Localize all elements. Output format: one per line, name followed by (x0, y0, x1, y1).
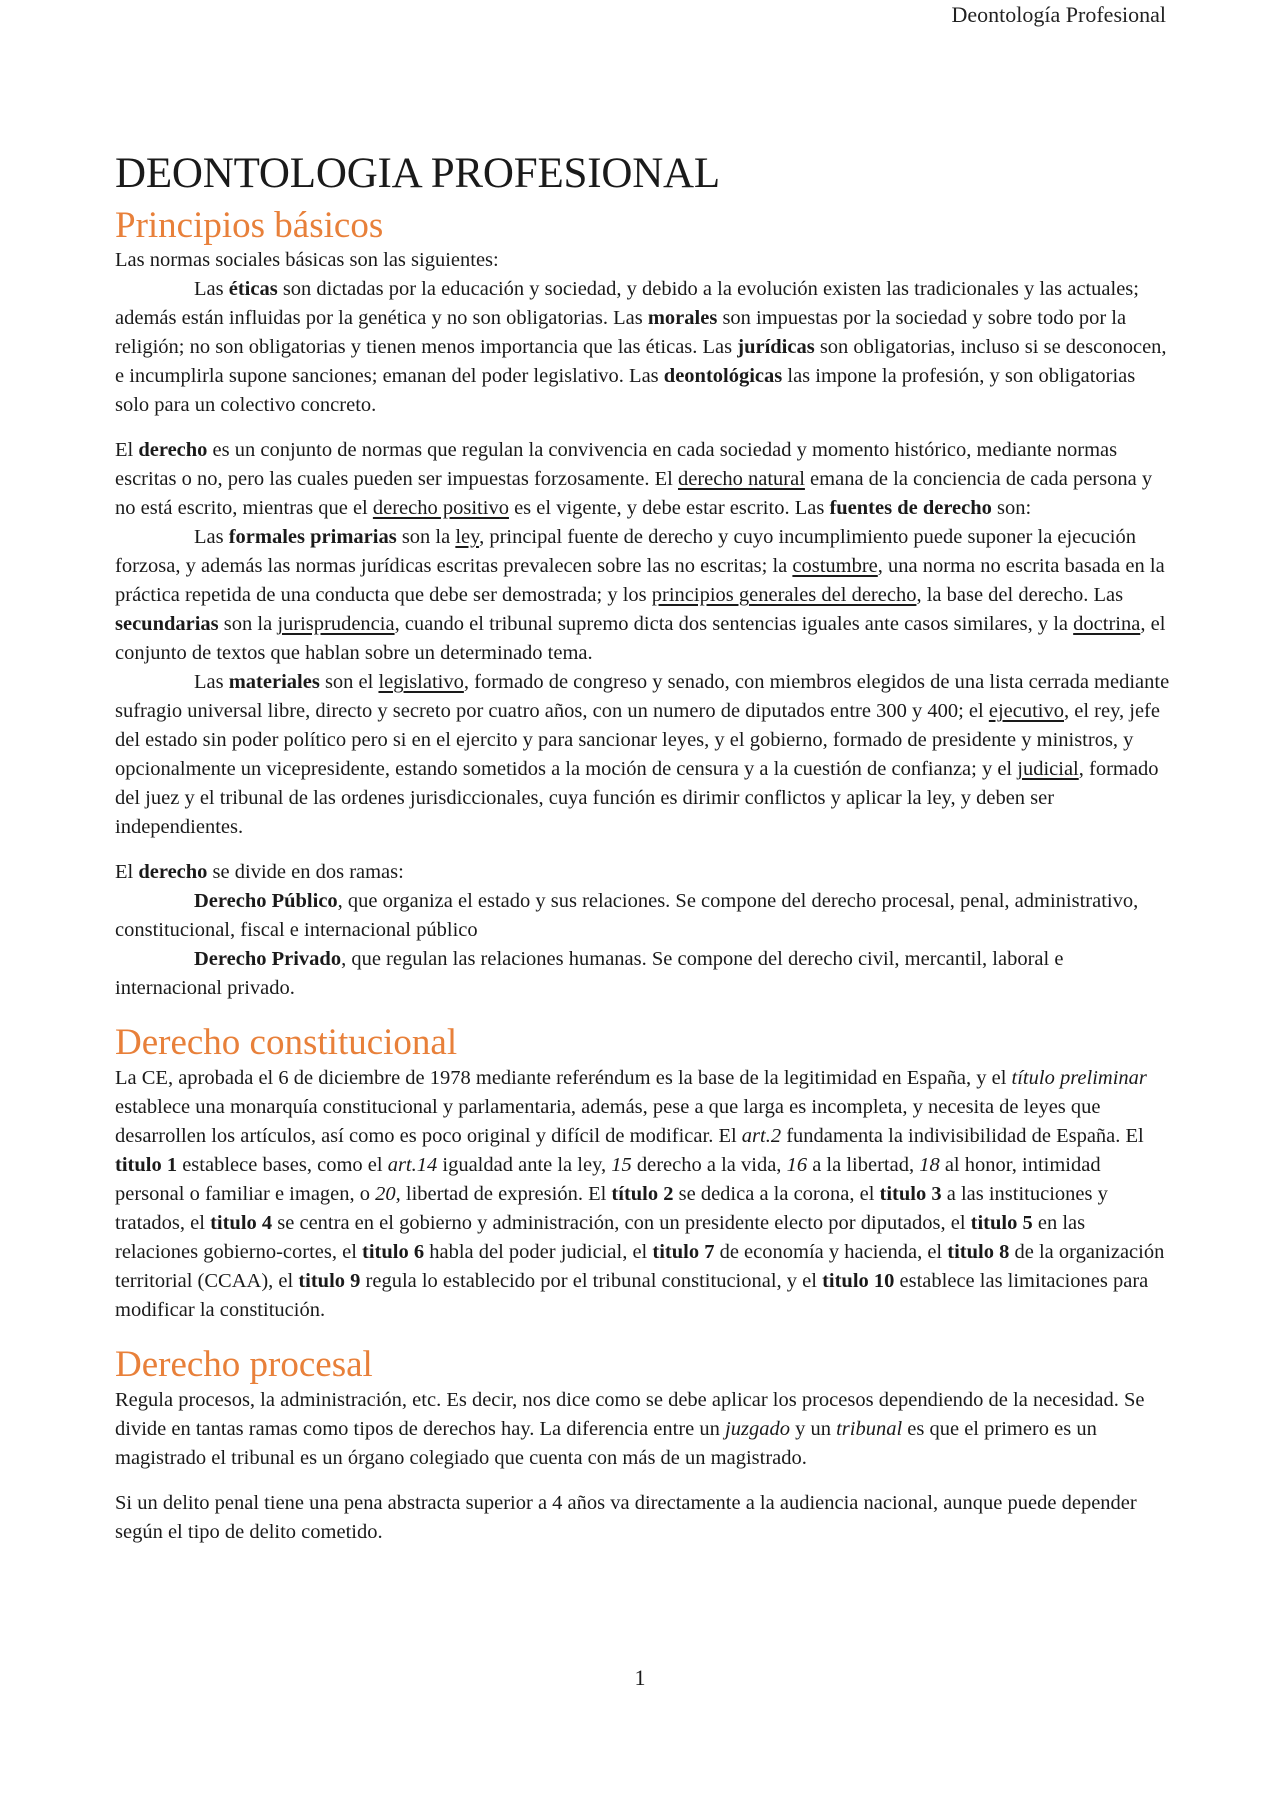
italic-term: título preliminar (1011, 1066, 1147, 1089)
text-run: , formado del juez y el tribunal de las ordenes jurisdiccionales, cuya función es dirimir conflictos y aplicar la ley, y deben ser independientes. (115, 758, 1159, 839)
section-derecho-procesal (115, 1345, 1170, 1547)
paragraph (115, 1386, 1170, 1473)
text-run: a la libertad, (807, 1153, 920, 1176)
text-run: a las instituciones y tratados, el (115, 1182, 1108, 1234)
underlined-term: ley (455, 526, 480, 549)
text-run: son obligatorias, incluso si se desconocen, e incumplirla supone sanciones; emanan del poder legislativo. Las (115, 336, 1167, 388)
italic-term: 15 (611, 1153, 632, 1176)
text-run: se dedica a la corona, el (673, 1182, 880, 1205)
text-run: Las normas sociales básicas son las siguientes: (115, 249, 499, 272)
text-run: , que organiza el estado y sus relaciones. Se compone del derecho procesal, penal, administrativo, constitucional, fiscal e internacional público (115, 890, 1139, 942)
document-body (115, 148, 1170, 1547)
text-run: , la base del derecho. Las (916, 584, 1124, 607)
text-run: es un conjunto de normas que regulan la convivencia en cada sociedad y momento histórico, mediante normas escritas o no, pero las cuales pueden ser impuestas forzosamente. El (115, 439, 1118, 491)
bold-term: éticas (228, 278, 278, 301)
bold-term: titulo 8 (947, 1240, 1010, 1263)
underlined-term: judicial (1017, 758, 1079, 781)
document-title: DEONTOLOGIA PROFESIONAL (115, 150, 720, 197)
bold-term: materiales (228, 671, 320, 694)
text-run: , que regulan las relaciones humanas. Se compone del derecho civil, mercantil, laboral e internacional privado. (115, 948, 1064, 1000)
paragraph (115, 246, 1170, 275)
text-run: , cuando el tribunal supremo dicta dos sentencias iguales ante casos similares, y la (394, 613, 1074, 636)
paragraph (115, 668, 1170, 842)
text-run: derecho a la vida, (631, 1153, 787, 1176)
text-run: las impone la profesión, y son obligatorias solo para un colectivo concreto. (115, 365, 1136, 417)
bold-term: jurídicas (737, 336, 815, 359)
text-run: emana de la conciencia de cada persona y no está escrito, mientras que el (115, 468, 1153, 520)
bold-term: deontológicas (663, 365, 783, 388)
text-run: habla del poder judicial, el (424, 1240, 653, 1263)
text-run: , el rey, jefe del estado sin poder político pero si en el ejercito y para sancionar leyes, y el gobierno, formado de presidente y ministros, y opcionalmente un vicepresidente, estando sometidos a la moción de censura y a la cuestión de confianza; y el (115, 700, 1160, 781)
paragraph (115, 1489, 1170, 1547)
text-run: Las (194, 526, 229, 549)
section-heading: Principios básicos (115, 204, 384, 246)
text-run: es el vigente, y debe estar escrito. Las (508, 497, 830, 520)
text-run: son impuestas por la sociedad y sobre todo por la religión; no son obligatorias y tienen menos importancia que las éticas. Las (115, 307, 1127, 359)
paragraph (115, 1064, 1170, 1325)
page-number: 1 (634, 1665, 646, 1690)
text-run: son la (396, 526, 456, 549)
bold-term: derecho (138, 861, 208, 884)
text-run: se divide en dos ramas: (207, 861, 404, 884)
underlined-term: costumbre (792, 555, 878, 578)
bold-term: derecho (138, 439, 208, 462)
text-run: son el (319, 671, 379, 694)
italic-term: juzgado (725, 1417, 790, 1440)
text-run: Regula procesos, la administración, etc. Es decir, nos dice como se debe aplicar los procesos dependiendo de la necesidad. Se divide en tantas ramas como tipos de derechos hay. La diferencia entre un (115, 1388, 1145, 1440)
text-run: El (115, 861, 139, 884)
italic-term: art.14 (387, 1153, 438, 1176)
italic-term: art.2 (741, 1124, 782, 1147)
paragraph (115, 887, 1170, 945)
bold-term: morales (647, 307, 718, 330)
underlined-term: legislativo (378, 671, 464, 694)
section-heading: Derecho procesal (115, 1343, 373, 1385)
paragraph (115, 275, 1170, 420)
bold-term: titulo 6 (362, 1240, 425, 1263)
underlined-term: derecho natural (678, 468, 805, 491)
bold-term: titulo 3 (879, 1182, 942, 1205)
section-derecho-constitucional (115, 1023, 1170, 1325)
bold-term: formales primarias (228, 526, 397, 549)
text-run: son: (991, 497, 1032, 520)
text-run: se centra en el gobierno y administración, con un presidente electo por diputados, el (272, 1211, 971, 1234)
bold-term: titulo 1 (115, 1153, 178, 1176)
text-run: es que el primero es un magistrado el tribunal es un órgano colegiado que cuenta con más de un magistrado. (115, 1417, 1097, 1469)
italic-term: 16 (786, 1153, 808, 1176)
text-run: fundamenta la indivisibilidad de España. El (781, 1124, 1144, 1147)
text-run: en las relaciones gobierno-cortes, el (115, 1211, 1086, 1263)
text-run: establece bases, como el (177, 1153, 388, 1176)
text-run: La CE, aprobada el 6 de diciembre de 1978 mediante referéndum es la base de la legitimidad en España, y el (115, 1066, 1012, 1089)
text-run: Si un delito penal tiene una pena abstracta superior a 4 años va directamente a la audiencia nacional, aunque puede depender según el tipo de delito cometido. (115, 1491, 1137, 1543)
bold-term: secundarias (115, 613, 219, 636)
bold-term: titulo 9 (298, 1269, 361, 1292)
bold-term: Derecho Público (194, 890, 338, 913)
text-run: establece una monarquía constitucional y parlamentaria, además, pese a que larga es incompleta, y necesita de leyes que desarrollen los artículos, así como es poco original y difícil de modificar. El (115, 1095, 1101, 1147)
paragraph (115, 858, 1170, 887)
text-run: regula lo establecido por el tribunal constitucional, y el (360, 1269, 823, 1292)
bold-term: título 2 (611, 1182, 674, 1205)
text-run: , formado de congreso y senado, con miembros elegidos de una lista cerrada mediante sufragio universal libre, directo y secreto por cuatro años, con un numero de diputados entre 300 y 400; el (115, 671, 1170, 723)
bold-term: fuentes de derecho (829, 497, 992, 520)
text-run: Las (194, 671, 229, 694)
text-run: de economía y hacienda, el (714, 1240, 948, 1263)
text-run: son dictadas por la educación y sociedad, y debido a la evolución existen las tradicionales y las actuales; además están influidas por la genética y no son obligatorias. Las (115, 278, 1139, 330)
paragraph (115, 945, 1170, 1003)
underlined-term: principios generales del derecho (651, 584, 917, 607)
text-run: , principal fuente de derecho y cuyo incumplimiento puede suponer la ejecución forzosa, y además las normas jurídicas escritas prevalecen sobre las no escritas; la (115, 526, 1136, 578)
underlined-term: ejecutivo (988, 700, 1064, 723)
text-run: , libertad de expresión. El (395, 1182, 612, 1205)
text-run: al honor, intimidad personal o familiar e imagen, o (115, 1153, 1101, 1205)
bold-term: Derecho Privado (194, 948, 342, 971)
italic-term: 18 (919, 1153, 940, 1176)
italic-term: tribunal (836, 1417, 903, 1440)
text-run: , una norma no escrita basada en la práctica repetida de una conducta que debe ser demostrada; y los (115, 555, 1165, 607)
section-heading: Derecho constitucional (115, 1022, 458, 1064)
underlined-term: derecho positivo (372, 497, 509, 520)
running-header: Deontología Profesional (951, 2, 1166, 27)
text-run: El (115, 439, 139, 462)
underlined-term: doctrina (1073, 613, 1141, 636)
bold-term: titulo 5 (970, 1211, 1033, 1234)
text-run: Las (194, 278, 229, 301)
bold-term: titulo 7 (652, 1240, 715, 1263)
section-principios-basicos (115, 206, 1170, 1004)
text-run: y un (789, 1417, 837, 1440)
text-run: igualdad ante la ley, (437, 1153, 612, 1176)
text-run: , el conjunto de textos que hablan sobre un determinado tema. (115, 613, 1166, 665)
paragraph (115, 436, 1170, 523)
text-run: de la organización territorial (CCAA), el (115, 1240, 1165, 1292)
text-run: establece las limitaciones para modificar la constitución. (115, 1269, 1149, 1321)
underlined-term: jurisprudencia (277, 613, 395, 636)
italic-term: 20 (375, 1182, 396, 1205)
bold-term: titulo 4 (210, 1211, 273, 1234)
text-run: son la (218, 613, 278, 636)
bold-term: titulo 10 (822, 1269, 895, 1292)
paragraph (115, 523, 1170, 668)
